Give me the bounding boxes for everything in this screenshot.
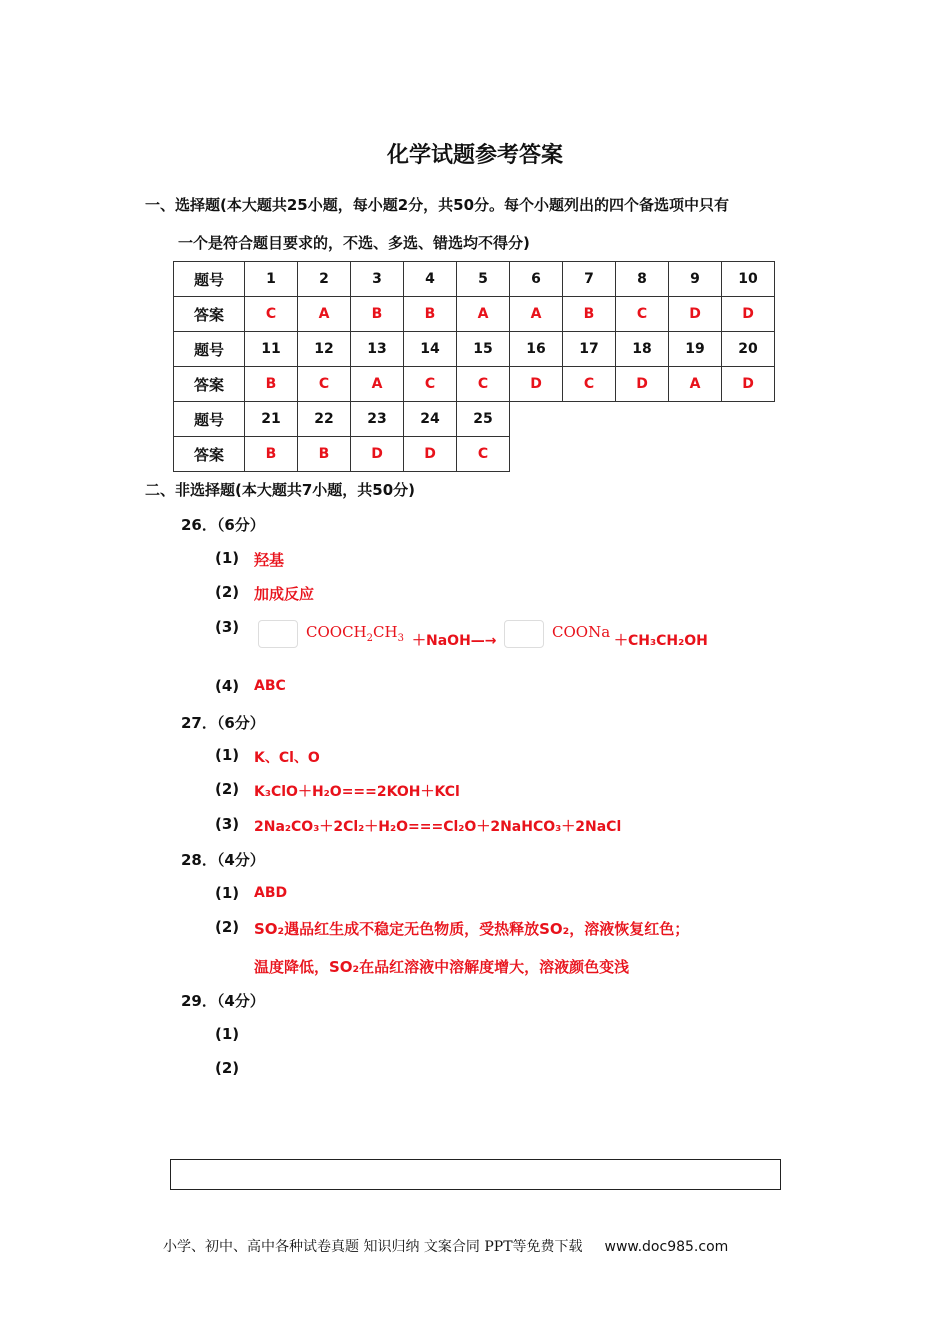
empty-space [510, 402, 775, 437]
question-number: 10 [722, 262, 775, 297]
answer-cell: C [616, 297, 669, 332]
question-number: 25 [457, 402, 510, 437]
section1-heading-line2: 一个是符合题目要求的，不选、多选、错选均不得分) [178, 234, 530, 252]
answer-cell: D [351, 437, 404, 472]
question-number: 5 [457, 262, 510, 297]
footer-url[interactable]: www.doc985.com [604, 1239, 729, 1255]
empty-space [510, 437, 775, 472]
question-number: 9 [669, 262, 722, 297]
answer-cell: C [457, 367, 510, 402]
q28-p2-answer-line2: 温度降低，SO₂在品红溶液中溶解度增大，溶液颜色变浅 [254, 958, 630, 976]
question-number: 1 [245, 262, 298, 297]
answer-cell: C [298, 367, 351, 402]
q28-p2-num: (2) [215, 918, 240, 936]
q29-p2-num: (2) [215, 1059, 240, 1077]
question-number: 2 [298, 262, 351, 297]
q26-p2-answer: 加成反应 [254, 585, 315, 603]
question-number: 22 [298, 402, 351, 437]
q27-p1-num: (1) [215, 746, 240, 764]
row-label: 题号 [174, 262, 245, 297]
question-number: 19 [669, 332, 722, 367]
answer-cell: B [245, 437, 298, 472]
row-label: 答案 [174, 297, 245, 332]
answer-cell: D [669, 297, 722, 332]
answer-cell: C [404, 367, 457, 402]
q26-p3-num: (3) [215, 618, 240, 636]
answer-cell: A [510, 297, 563, 332]
q26-p4-answer: ABC [254, 678, 286, 694]
answer-cell: D [722, 367, 775, 402]
question-number: 17 [563, 332, 616, 367]
answer-cell: B [298, 437, 351, 472]
answer-cell: D [616, 367, 669, 402]
empty-answer-box [170, 1159, 781, 1190]
answer-cell: A [669, 367, 722, 402]
answer-cell: C [563, 367, 616, 402]
q27-label: 27．（6分） [181, 714, 265, 732]
answer-cell: D [722, 297, 775, 332]
answer-table [173, 261, 775, 472]
table-row [174, 367, 775, 402]
answer-cell: A [457, 297, 510, 332]
row-label: 答案 [174, 367, 245, 402]
q27-p1-answer: K、Cl、O [254, 750, 320, 766]
benzene-ring-icon [258, 620, 298, 648]
footer [163, 1236, 728, 1256]
question-number: 13 [351, 332, 404, 367]
answer-cell: C [457, 437, 510, 472]
q28-p1-num: (1) [215, 884, 240, 902]
answer-cell: A [351, 367, 404, 402]
question-number: 23 [351, 402, 404, 437]
answer-cell: A [298, 297, 351, 332]
q29-p1-num: (1) [215, 1025, 240, 1043]
answer-cell: D [404, 437, 457, 472]
answer-cell: B [563, 297, 616, 332]
question-number: 4 [404, 262, 457, 297]
table-row [174, 297, 775, 332]
q28-p2-answer-line1: SO₂遇品红生成不稳定无色物质，受热释放SO₂，溶液恢复红色； [254, 920, 690, 938]
question-number: 12 [298, 332, 351, 367]
question-number: 18 [616, 332, 669, 367]
q27-p2-num: (2) [215, 780, 240, 798]
q27-p2-answer: K₃ClO＋H₂O===2KOH＋KCl [254, 784, 460, 800]
table-row [174, 437, 775, 472]
q28-p1-answer: ABD [254, 885, 288, 901]
table-row [174, 262, 775, 297]
row-label: 题号 [174, 402, 245, 437]
row-label: 答案 [174, 437, 245, 472]
q26-p4-num: (4) [215, 677, 240, 695]
answer-cell: B [404, 297, 457, 332]
q26-p2-num: (2) [215, 583, 240, 601]
question-number: 16 [510, 332, 563, 367]
question-number: 20 [722, 332, 775, 367]
question-number: 6 [510, 262, 563, 297]
footer-text: 小学、初中、高中各种试卷真题 知识归纳 文案合同 PPT等免费下载 [163, 1239, 583, 1255]
q26-label: 26．（6分） [181, 516, 265, 534]
answer-cell: C [245, 297, 298, 332]
q26-p1-num: (1) [215, 549, 240, 567]
table-row [174, 402, 775, 437]
q26-reagent: ＋NaOH—→ [412, 633, 497, 649]
question-number: 15 [457, 332, 510, 367]
q26-reactant: $COOCH_2CH_3$ [306, 623, 404, 644]
q27-p3-answer: 2Na₂CO₃＋2Cl₂＋H₂O===Cl₂O＋2NaHCO₃＋2NaCl [254, 819, 622, 835]
answer-cell: D [510, 367, 563, 402]
q27-p3-num: (3) [215, 815, 240, 833]
question-number: 3 [351, 262, 404, 297]
question-number: 24 [404, 402, 457, 437]
question-number: 7 [563, 262, 616, 297]
answer-cell: B [351, 297, 404, 332]
question-number: 8 [616, 262, 669, 297]
section1-heading-line1: 一、选择题(本大题共25小题，每小题2分，共50分。每个小题列出的四个备选项中只有 [145, 196, 730, 214]
table-row [174, 332, 775, 367]
benzene-ring-icon [504, 620, 544, 648]
row-label: 题号 [174, 332, 245, 367]
q26-p1-answer: 羟基 [254, 551, 285, 569]
q26-product: COONa [552, 623, 611, 641]
answer-cell: B [245, 367, 298, 402]
q28-label: 28．（4分） [181, 851, 265, 869]
section2-heading: 二、非选择题(本大题共7小题，共50分) [145, 481, 416, 499]
q26-byproduct: ＋CH₃CH₂OH [614, 633, 708, 649]
q29-label: 29．（4分） [181, 992, 265, 1010]
question-number: 11 [245, 332, 298, 367]
question-number: 14 [404, 332, 457, 367]
page-title: 化学试题参考答案 [386, 143, 563, 168]
question-number: 21 [245, 402, 298, 437]
